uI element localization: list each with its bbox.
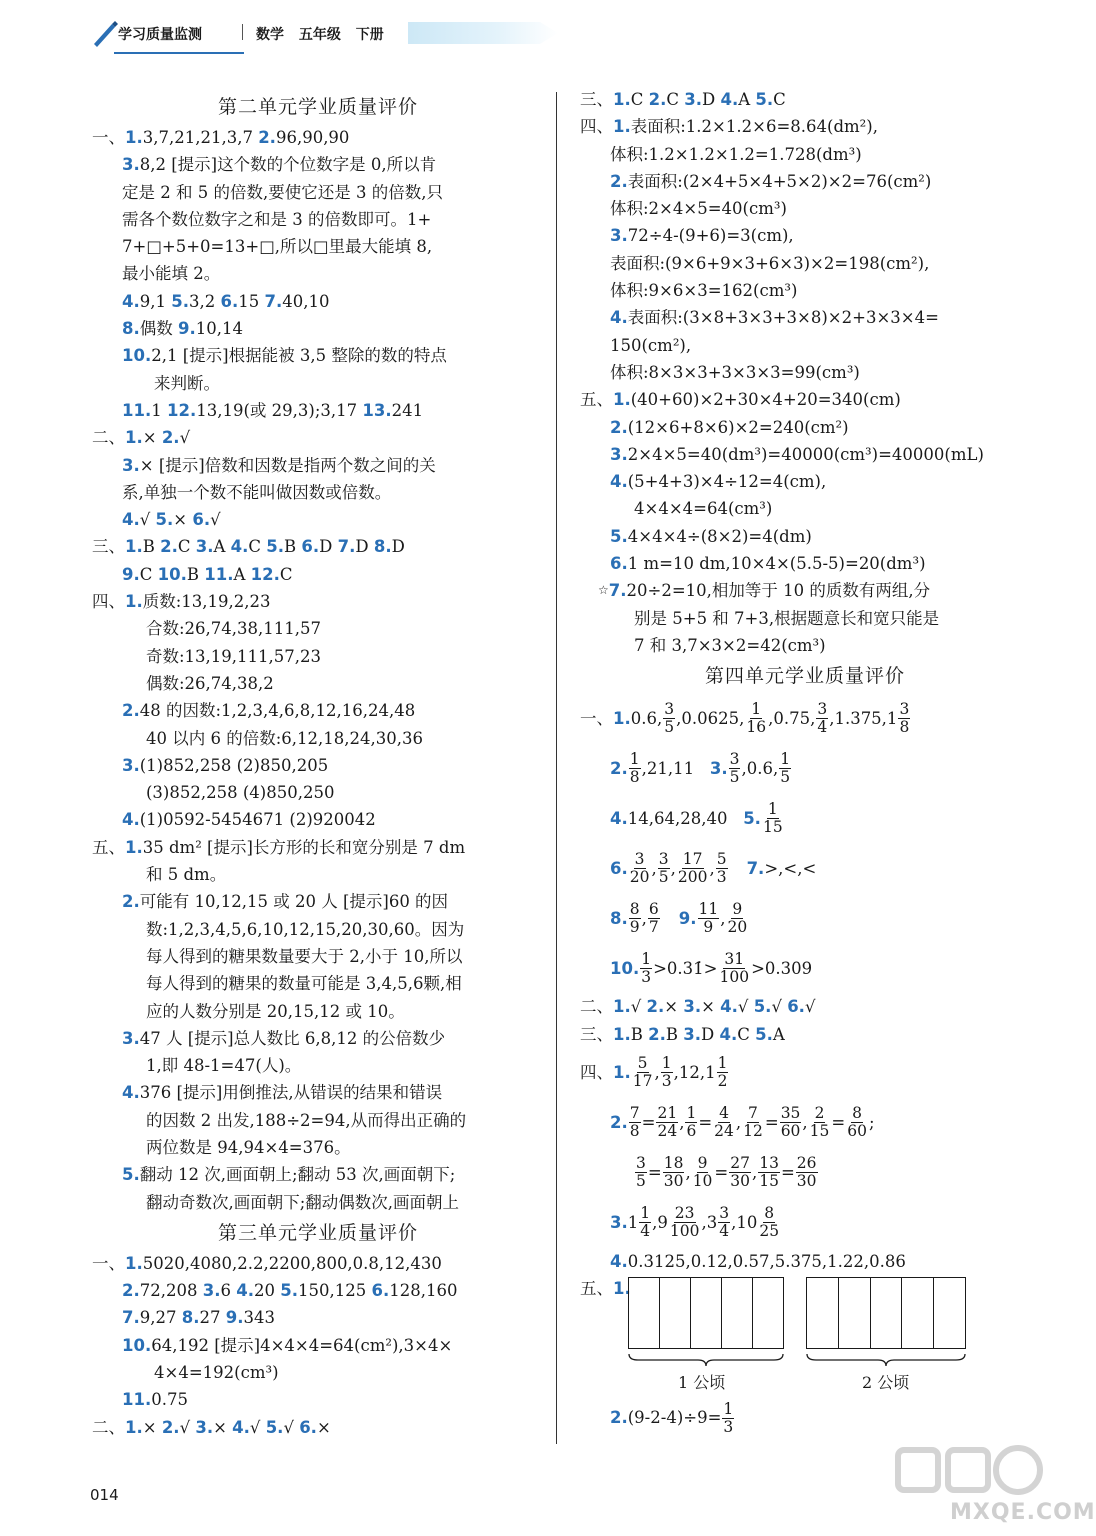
fraction: $\frac{5}{3}$ bbox=[716, 849, 727, 886]
answer-line: 5.翻动 12 次,画面朝上;翻动 53 次,画面朝下; bbox=[122, 1165, 456, 1185]
answer-line: 4.表面积:(3×8+3×3+3×8)×2+3×3×4= bbox=[610, 308, 939, 328]
answer-line: 11.1 12.13,19(或 29,3);3,17 13.241 bbox=[122, 400, 424, 420]
answer-line: 40 以内 6 的倍数:6,12,18,24,30,36 bbox=[146, 728, 423, 748]
answer-line: 数:1,2,3,4,5,6,10,12,15,20,30,60。因为 bbox=[146, 919, 465, 939]
header-title: 学习质量监测 bbox=[118, 27, 202, 43]
answer-line: 两位数是 94,94×4=376。 bbox=[146, 1137, 351, 1157]
answer-line: 2.表面积:(2×4+5×4+5×2)×2=76(cm²) bbox=[610, 171, 932, 191]
answer-line: 四、 1. $\frac{5}{17}$ , $\frac{1}{3}$ ,12,1 $\frac{1}{2}$ bbox=[580, 1054, 728, 1091]
grid-label-1: 1 公顷 bbox=[678, 1373, 726, 1393]
answer-line: 一、1.3,7,21,21,3,7 2.96,90,90 bbox=[92, 128, 350, 147]
fraction: $\frac{1}{2}$ bbox=[717, 1054, 728, 1091]
answer-line: 2. $\frac{7}{8}$ = $\frac{21}{24}$ , $\frac{1}{6}$ = $\frac{4}{24}$ , $\frac{7}{12}$ = $\frac{35}{60}$ , $\frac{2}{15}$ = $\frac{8}{60}$ ; bbox=[610, 1104, 875, 1141]
fraction: $\frac{18}{30}$ bbox=[663, 1154, 684, 1191]
answer-line: 二、1.× 2.√ 3.× 4.√ 5.√ 6.× bbox=[92, 1417, 331, 1437]
answer-line: 需各个数位数字之和是 3 的倍数即可。1+ bbox=[122, 209, 432, 229]
watermark-text: MXQE.COM bbox=[950, 1500, 1096, 1525]
answer-line: 3. 1 $\frac{1}{4}$ ,9 $\frac{23}{100}$ ,3 $\frac{3}{4}$ ,10 $\frac{8}{25}$ bbox=[610, 1204, 780, 1241]
answer-line: 二、1.× 2.√ bbox=[92, 428, 191, 448]
answer-line: 10.2,1 [提示]根据能被 3,5 整除的数的特点 bbox=[122, 346, 447, 366]
grid-1-hectare bbox=[628, 1277, 784, 1349]
fraction: $\frac{35}{60}$ bbox=[780, 1104, 801, 1141]
answer-line: 一、1.5020,4080,2.2,2200,800,0.8,12,430 bbox=[92, 1253, 442, 1273]
header-meta bbox=[256, 24, 384, 44]
answer-line: 应的人数分别是 20,15,12 或 10。 bbox=[146, 1001, 405, 1021]
answer-line: 8.偶数 9.10,14 bbox=[122, 319, 243, 339]
fraction: $\frac{26}{30}$ bbox=[796, 1154, 817, 1191]
answer-line: 6.1 m=10 dm,10×4×(5.5-5)=20(dm³) bbox=[610, 554, 926, 574]
right-column bbox=[580, 86, 1030, 1443]
answer-line: 别是 5+5 和 7+3,根据题意长和宽只能是 bbox=[634, 608, 940, 628]
grid-2-hectare bbox=[806, 1277, 966, 1349]
fraction: $\frac{7}{8}$ bbox=[629, 1104, 640, 1141]
answer-line: 五、1.(40+60)×2+30×4+20=340(cm) bbox=[580, 390, 901, 410]
fraction: $\frac{7}{12}$ bbox=[743, 1104, 763, 1141]
answer-line: 6. $\frac{3}{20}$ , $\frac{3}{5}$ , $\frac{17}{200}$ , $\frac{5}{3}$ 7. >,<,< bbox=[610, 849, 817, 886]
answer-line: 五、1.35 dm² [提示]长方形的长和宽分别是 7 dm bbox=[92, 837, 466, 857]
fraction: $\frac{8}{25}$ bbox=[759, 1204, 780, 1241]
answer-line: 体积:9×6×3=162(cm³) bbox=[610, 281, 798, 301]
left-column bbox=[92, 90, 544, 1441]
fraction: $\frac{1}{6}$ bbox=[686, 1104, 697, 1141]
answer-line: 定是 2 和 5 的倍数,要使它还是 3 的倍数,只 bbox=[122, 182, 443, 202]
fraction: $\frac{1}{8}$ bbox=[629, 749, 640, 786]
answer-line: 10.64,192 [提示]4×4×4=64(cm²),3×4× bbox=[122, 1335, 453, 1355]
answer-line: 8. $\frac{8}{9}$ , $\frac{6}{7}$ 9. $\frac{11}{9}$ , $\frac{9}{20}$ bbox=[610, 899, 748, 936]
answer-line: 150(cm²), bbox=[610, 335, 692, 355]
answer-line: 11.0.75 bbox=[122, 1390, 188, 1410]
fraction: $\frac{4}{24}$ bbox=[714, 1104, 734, 1141]
header-rule bbox=[114, 52, 244, 54]
answer-line: 3.8,2 [提示]这个数的个位数字是 0,所以肯 bbox=[122, 155, 437, 175]
answer-line: 3.(1)852,258 (2)850,205 bbox=[122, 755, 329, 775]
fraction: $\frac{9}{10}$ bbox=[692, 1154, 713, 1191]
fraction: $\frac{5}{17}$ bbox=[632, 1054, 653, 1091]
section-title-unit2: 第二单元学业质量评价 bbox=[217, 96, 418, 118]
answer-line: 3.× [提示]倍数和因数是指两个数之间的关 bbox=[122, 455, 436, 475]
answer-line: 系,单独一个数不能叫做因数或倍数。 bbox=[122, 482, 392, 502]
answer-line: 1,即 48-1=47(人)。 bbox=[146, 1056, 302, 1076]
star-icon: ☆ bbox=[598, 583, 609, 598]
answer-line: 来判断。 bbox=[154, 373, 220, 393]
answer-line: 2. (9-2-4)÷9= $\frac{1}{3}$ bbox=[610, 1399, 734, 1436]
fraction: $\frac{23}{100}$ bbox=[669, 1204, 700, 1241]
answer-line: ☆7.20÷2=10,相加等于 10 的质数有两组,分 bbox=[598, 581, 931, 601]
fraction: $\frac{2}{15}$ bbox=[809, 1104, 830, 1141]
answer-line: 4×4×4=64(cm³) bbox=[634, 499, 773, 519]
fraction: $\frac{1}{5}$ bbox=[780, 749, 791, 786]
answer-line: 四、1.质数:13,19,2,23 bbox=[92, 592, 271, 612]
fraction: $\frac{3}{5}$ bbox=[636, 1154, 646, 1191]
answer-line: 3.47 人 [提示]总人数比 6,8,12 的公倍数少 bbox=[122, 1028, 446, 1048]
fraction: $\frac{3}{20}$ bbox=[629, 849, 650, 886]
fraction: $\frac{17}{200}$ bbox=[677, 849, 708, 886]
answer-line: 4. 14,64,28,40 5. $\frac{1}{15}$ bbox=[610, 799, 783, 836]
answer-line: 三、1.B 2.C 3.A 4.C 5.B 6.D 7.D 8.D bbox=[92, 537, 405, 557]
header-grade: 五年级 bbox=[298, 27, 341, 43]
answer-line: 4.(1)0592-5454671 (2)920042 bbox=[122, 810, 376, 830]
answer-line: 偶数:26,74,38,2 bbox=[146, 673, 274, 693]
answer-line: 体积:8×3×3+3×3×3=99(cm³) bbox=[610, 362, 860, 382]
header-decoration bbox=[408, 22, 558, 44]
answer-line: 体积:1.2×1.2×1.2=1.728(dm³) bbox=[610, 144, 862, 164]
brace-1 bbox=[628, 1353, 784, 1367]
answer-line: 2.可能有 10,12,15 或 20 人 [提示]60 的因 bbox=[122, 892, 449, 912]
answer-line: 2. $\frac{1}{8}$ ,21,11 3. $\frac{3}{5}$ ,0.6, $\frac{1}{5}$ bbox=[610, 749, 791, 786]
fraction: $\frac{11}{9}$ bbox=[698, 899, 719, 936]
section-title-unit4: 第四单元学业质量评价 bbox=[704, 665, 905, 688]
answer-line: 合数:26,74,38,111,57 bbox=[146, 619, 322, 639]
page-header bbox=[90, 18, 490, 48]
answer-line: 4.√ 5.× 6.√ bbox=[122, 510, 221, 530]
fraction: $\frac{21}{24}$ bbox=[657, 1104, 678, 1141]
answer-line: 三、1.B 2.B 3.D 4.C 5.A bbox=[580, 1024, 785, 1044]
answer-line: 翻动奇数次,画面朝下;翻动偶数次,画面朝上 bbox=[146, 1192, 460, 1212]
answer-line: 每人得到的糖果的数量可能是 3,4,5,6颗,相 bbox=[146, 974, 462, 994]
answer-line: 4.(5+4+3)×4÷12=4(cm), bbox=[610, 472, 827, 492]
answer-line: 4.0.3125,0.12,0.57,5.375,1.22,0.86 bbox=[610, 1251, 906, 1271]
fraction: $\frac{1}{16}$ bbox=[746, 699, 767, 736]
answer-line: 三、1.C 2.C 3.D 4.A 5.C bbox=[580, 90, 786, 109]
answer-line: 5.4×4×4÷(8×2)=4(dm) bbox=[610, 526, 812, 546]
answer-line: 二、1.√ 2.× 3.× 4.√ 5.√ 6.√ bbox=[580, 997, 816, 1017]
answer-line: 4.9,1 5.3,2 6.15 7.40,10 bbox=[122, 291, 330, 311]
header-volume: 下册 bbox=[355, 27, 384, 43]
hectare-diagram: 五、1. 1 公顷 2 公顷 bbox=[580, 1275, 1030, 1393]
fraction: $\frac{1}{3}$ bbox=[723, 1399, 734, 1436]
fraction: $\frac{3}{8}$ bbox=[899, 699, 910, 736]
grid-label-2: 2 公顷 bbox=[862, 1373, 910, 1393]
answer-line: 的因数 2 出发,188÷2=94,从而得出正确的 bbox=[146, 1110, 467, 1130]
answer-line: 2.48 的因数:1,2,3,4,6,8,12,16,24,48 bbox=[122, 701, 416, 721]
answer-line: 3.72÷4-(9+6)=3(cm), bbox=[610, 226, 794, 246]
answer-line: 四、1.表面积:1.2×1.2×6=8.64(dm²), bbox=[580, 117, 878, 137]
answer-line: $\frac{3}{5}$ = $\frac{18}{30}$ , $\frac{9}{10}$ = $\frac{27}{30}$ , $\frac{13}{15}$ = $\frac{26}{30}$ bbox=[636, 1154, 817, 1191]
answer-line: 7.9,27 8.27 9.343 bbox=[122, 1308, 275, 1328]
fraction: $\frac{6}{7}$ bbox=[648, 899, 659, 936]
column-divider bbox=[556, 92, 557, 1444]
answer-line: 一、 1. 0.6, $\frac{3}{5}$ ,0.0625, $\frac{1}{16}$ ,0.75, $\frac{3}{4}$ ,1.375,1 $\frac{3}{8}$ bbox=[580, 699, 910, 736]
answer-line: 7+□+5+0=13+□,所以□里最大能填 8, bbox=[122, 237, 433, 257]
fraction: $\frac{3}{4}$ bbox=[817, 699, 828, 736]
answer-line: 2.(12×6+8×6)×2=240(cm²) bbox=[610, 417, 849, 437]
fraction: $\frac{13}{15}$ bbox=[759, 1154, 779, 1191]
fraction: $\frac{9}{20}$ bbox=[727, 899, 748, 936]
fraction: $\frac{1}{3}$ bbox=[641, 949, 652, 986]
answer-line: 奇数:13,19,111,57,23 bbox=[146, 646, 322, 666]
answer-line: 每人得到的糖果数量要大于 2,小于 10,所以 bbox=[146, 946, 463, 966]
answer-line: 4.376 [提示]用倒推法,从错误的结果和错误 bbox=[122, 1083, 443, 1103]
fraction: $\frac{27}{30}$ bbox=[730, 1154, 750, 1191]
answer-line: 表面积:(9×6+9×3+6×3)×2=198(cm²), bbox=[610, 253, 930, 273]
fraction: $\frac{8}{9}$ bbox=[629, 899, 640, 936]
answer-line: 9.C 10.B 11.A 12.C bbox=[122, 564, 293, 584]
section-title-unit3: 第三单元学业质量评价 bbox=[217, 1221, 418, 1244]
fraction: $\frac{3}{5}$ bbox=[729, 749, 740, 786]
answer-line: 4×4=192(cm³) bbox=[154, 1363, 279, 1383]
fraction: $\frac{1}{3}$ bbox=[661, 1054, 672, 1091]
pen-icon bbox=[90, 18, 120, 48]
fraction: $\frac{31}{100}$ bbox=[719, 949, 750, 986]
answer-line: 7 和 3,7×3×2=42(cm³) bbox=[634, 635, 826, 655]
answer-line: 2.72,208 3.6 4.20 5.150,125 6.128,160 bbox=[122, 1281, 458, 1301]
brace-2 bbox=[806, 1353, 966, 1367]
answer-line: 和 5 dm。 bbox=[146, 865, 227, 885]
fraction: $\frac{1}{4}$ bbox=[640, 1204, 651, 1241]
answer-line: 3.2×4×5=40(dm³)=40000(cm³)=40000(mL) bbox=[610, 444, 984, 464]
fraction: $\frac{3}{5}$ bbox=[658, 849, 669, 886]
answer-line: 最小能填 2。 bbox=[122, 264, 221, 284]
answer-line: 10. $\frac{1}{3}$ >0.31̇> $\frac{31}{100}$ >0.309 bbox=[610, 949, 813, 986]
fraction: $\frac{3}{5}$ bbox=[664, 699, 675, 736]
fraction: $\frac{8}{60}$ bbox=[847, 1104, 867, 1141]
header-subject: 数学 bbox=[256, 27, 284, 43]
header-separator bbox=[242, 24, 243, 40]
page-number: 014 bbox=[90, 1486, 119, 1504]
answer-line: 体积:2×4×5=40(cm³) bbox=[610, 199, 787, 219]
fraction: $\frac{1}{15}$ bbox=[762, 799, 783, 836]
answer-line: (3)852,258 (4)850,250 bbox=[146, 783, 335, 803]
fraction: $\frac{3}{4}$ bbox=[719, 1204, 730, 1241]
